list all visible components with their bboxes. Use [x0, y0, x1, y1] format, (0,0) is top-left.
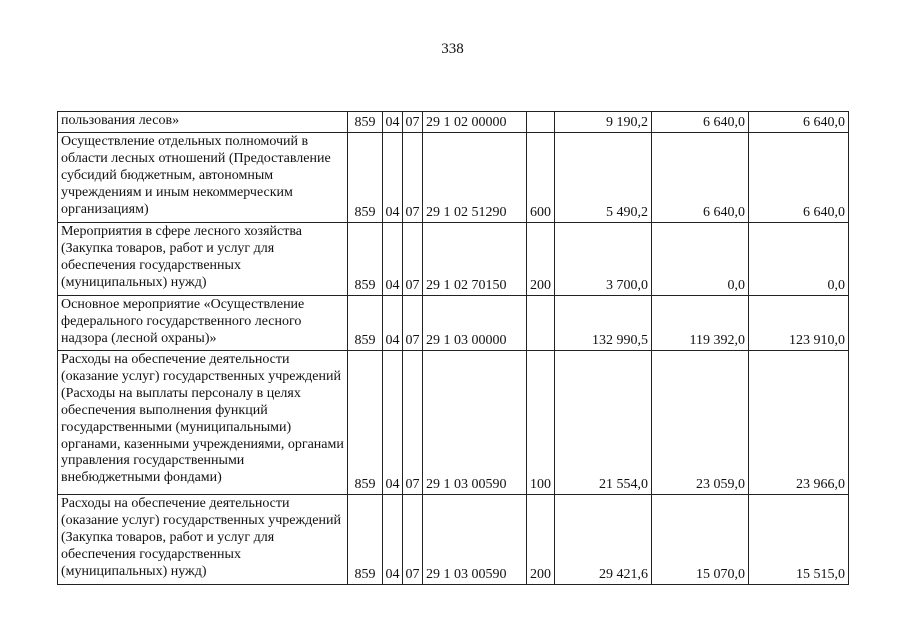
ministry-code: 859: [348, 296, 383, 351]
amount-year-2: 6 640,0: [652, 133, 749, 223]
row-name: Мероприятия в сфере лесного хозяйства (Закупка товаров, работ и услуг для обеспечения государственных (муниципальных) нужд): [58, 223, 348, 296]
subsection-code: 07: [403, 112, 423, 133]
section-code: 04: [383, 296, 403, 351]
amount-year-2: 15 070,0: [652, 495, 749, 585]
page-number: 338: [441, 41, 464, 57]
amount-year-3: 0,0: [749, 223, 849, 296]
row-name: Расходы на обеспечение деятельности (оказание услуг) государственных учреждений (Закупка товаров, работ и услуг для обеспечения государственных (муниципальных) нужд): [58, 495, 348, 585]
row-name: пользования лесов»: [58, 112, 348, 133]
amount-year-3: 23 966,0: [749, 351, 849, 495]
table-row: [58, 223, 849, 296]
table-row: [58, 495, 849, 585]
amount-year-1: 21 554,0: [555, 351, 652, 495]
budget-table: [57, 111, 849, 585]
section-code: 04: [383, 112, 403, 133]
amount-year-1: 9 190,2: [555, 112, 652, 133]
ministry-code: 859: [348, 223, 383, 296]
subsection-code: 07: [403, 296, 423, 351]
section-code: 04: [383, 495, 403, 585]
expense-type-code: 200: [527, 223, 555, 296]
amount-year-2: 6 640,0: [652, 112, 749, 133]
target-article-code: 29 1 02 00000: [423, 112, 527, 133]
ministry-code: 859: [348, 351, 383, 495]
subsection-code: 07: [403, 351, 423, 495]
target-article-code: 29 1 02 70150: [423, 223, 527, 296]
amount-year-1: 29 421,6: [555, 495, 652, 585]
target-article-code: 29 1 03 00590: [423, 495, 527, 585]
section-code: 04: [383, 223, 403, 296]
amount-year-2: 23 059,0: [652, 351, 749, 495]
amount-year-2: 0,0: [652, 223, 749, 296]
amount-year-3: 15 515,0: [749, 495, 849, 585]
subsection-code: 07: [403, 223, 423, 296]
amount-year-3: 6 640,0: [749, 133, 849, 223]
ministry-code: 859: [348, 112, 383, 133]
section-code: 04: [383, 133, 403, 223]
expense-type-code: 100: [527, 351, 555, 495]
ministry-code: 859: [348, 495, 383, 585]
amount-year-1: 5 490,2: [555, 133, 652, 223]
target-article-code: 29 1 03 00000: [423, 296, 527, 351]
amount-year-3: 123 910,0: [749, 296, 849, 351]
subsection-code: 07: [403, 495, 423, 585]
amount-year-3: 6 640,0: [749, 112, 849, 133]
target-article-code: 29 1 02 51290: [423, 133, 527, 223]
section-code: 04: [383, 351, 403, 495]
row-name: Осуществление отдельных полномочий в области лесных отношений (Предоставление субсидий бюджетным, автономным учреждениям и иным некоммерческим организациям): [58, 133, 348, 223]
subsection-code: 07: [403, 133, 423, 223]
table-row: [58, 133, 849, 223]
expense-type-code: 200: [527, 495, 555, 585]
amount-year-1: 132 990,5: [555, 296, 652, 351]
row-name: Основное мероприятие «Осуществление федерального государственного лесного надзора (лесной охраны)»: [58, 296, 348, 351]
expense-type-code: 600: [527, 133, 555, 223]
amount-year-1: 3 700,0: [555, 223, 652, 296]
ministry-code: 859: [348, 133, 383, 223]
table-row: [58, 296, 849, 351]
expense-type-code: [527, 296, 555, 351]
amount-year-2: 119 392,0: [652, 296, 749, 351]
target-article-code: 29 1 03 00590: [423, 351, 527, 495]
table-row: [58, 112, 849, 133]
table-row: [58, 351, 849, 495]
row-name: Расходы на обеспечение деятельности (оказание услуг) государственных учреждений (Расходы на выплаты персоналу в целях обеспечения выполнения функций государственными (муниципальными) органами, казенными учреждениями, органами управления государственными внебюджетными фондами): [58, 351, 348, 495]
expense-type-code: [527, 112, 555, 133]
